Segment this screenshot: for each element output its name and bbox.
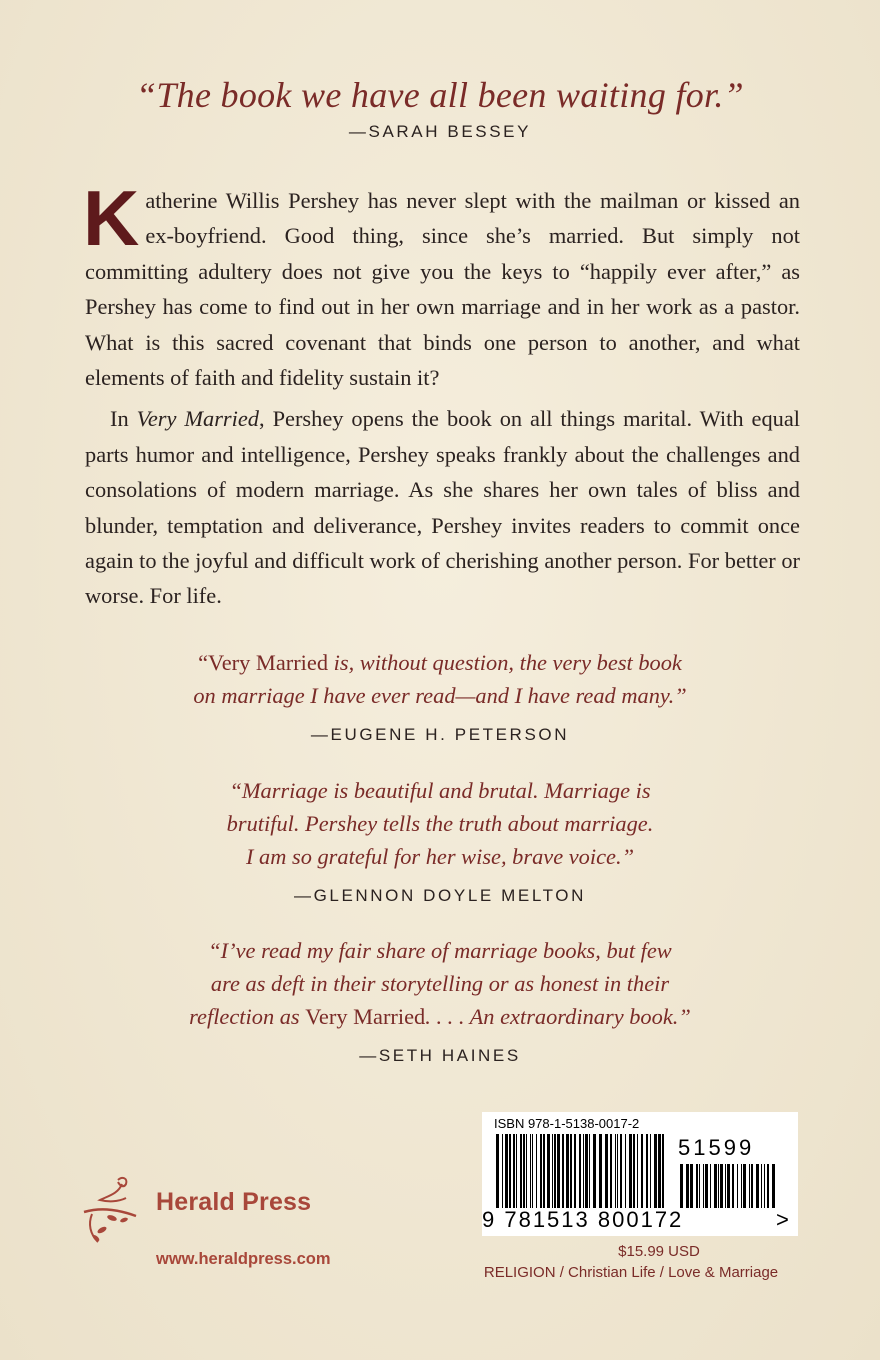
price-code: 51599 — [678, 1135, 755, 1160]
praise-line: on marriage I have ever read—and I have read many.” — [193, 683, 687, 708]
publisher-logo — [78, 1172, 368, 1282]
publisher-url[interactable]: www.heraldpress.com — [156, 1250, 331, 1268]
description-paragraph-2 — [85, 401, 800, 613]
description-paragraph-1 — [83, 174, 800, 395]
publisher-name: Herald Press — [156, 1188, 312, 1216]
description-text-2-rest: , Pershey opens the book on all things marital. With equal parts humor and intelligence, Pershey speaks frankly about the challenges and consolations of modern marriage. As she shares her own tales of bliss and blunder, temptation and deliverance, Pershey invites readers to commit once again to the joyful and difficult work of cherishing another person. For better or worse. For life. — [85, 406, 801, 609]
description-text-1: atherine Willis Pershey has never slept with the mailman or kissed an ex-boyfriend. Good thing, since she’s married. But simply not committing adultery does not give you the keys to “happily ever after,” as Pershey has come to find out in her own marriage and in her work as a pastor. What is this sacred covenant that binds one person to another, and what elements of faith and fidelity sustain it? — [85, 188, 800, 391]
praise-attribution: —EUGENE H. PETERSON — [310, 725, 570, 744]
barcode-digits: 9 781513 800172 — [482, 1207, 684, 1232]
praise-line: brutiful. Pershey tells the truth about marriage. — [226, 811, 654, 836]
book-title-inline: “Very Married — [198, 650, 329, 675]
top-quote-attribution: —SARAH BESSEY — [348, 122, 532, 141]
book-description — [83, 174, 801, 614]
praise-quote-haines — [0, 934, 880, 1072]
praise-line — [0, 1000, 880, 1033]
book-title-inline: Very Married — [136, 406, 260, 432]
dove-branch-icon — [78, 1172, 158, 1262]
praise-quote-peterson — [0, 646, 880, 751]
praise-text: is, without question, the very best book — [328, 650, 682, 675]
praise-line: “Marriage is beautiful and brutal. Marriage is — [229, 778, 651, 803]
description-text-2-start: In — [110, 406, 137, 432]
praise-line: are as deft in their storytelling or as honest in their — [210, 971, 670, 996]
book-title-inline: Very Married — [305, 1004, 426, 1029]
isbn-barcode — [482, 1112, 798, 1236]
praise-text: . . . . An extraordinary book.” — [425, 1004, 691, 1029]
book-category: RELIGION / Christian Life / Love & Marriage — [483, 1264, 779, 1281]
isbn-label: ISBN 978-1-5138-0017-2 — [494, 1116, 640, 1131]
book-price: $15.99 USD — [618, 1243, 700, 1260]
praise-text: reflection as — [189, 1004, 306, 1029]
praise-quote-melton — [0, 774, 880, 912]
top-quote: “The book we have all been waiting for.” — [136, 75, 744, 115]
praise-line — [0, 646, 880, 679]
praise-attribution: —GLENNON DOYLE MELTON — [293, 886, 587, 905]
drop-cap: K — [83, 174, 140, 262]
praise-line: “I’ve read my fair share of marriage books, but few — [208, 938, 672, 963]
barcode-arrow: > — [776, 1207, 789, 1232]
praise-line: I am so grateful for her wise, brave voice.” — [245, 844, 635, 869]
praise-attribution: —SETH HAINES — [359, 1046, 521, 1065]
